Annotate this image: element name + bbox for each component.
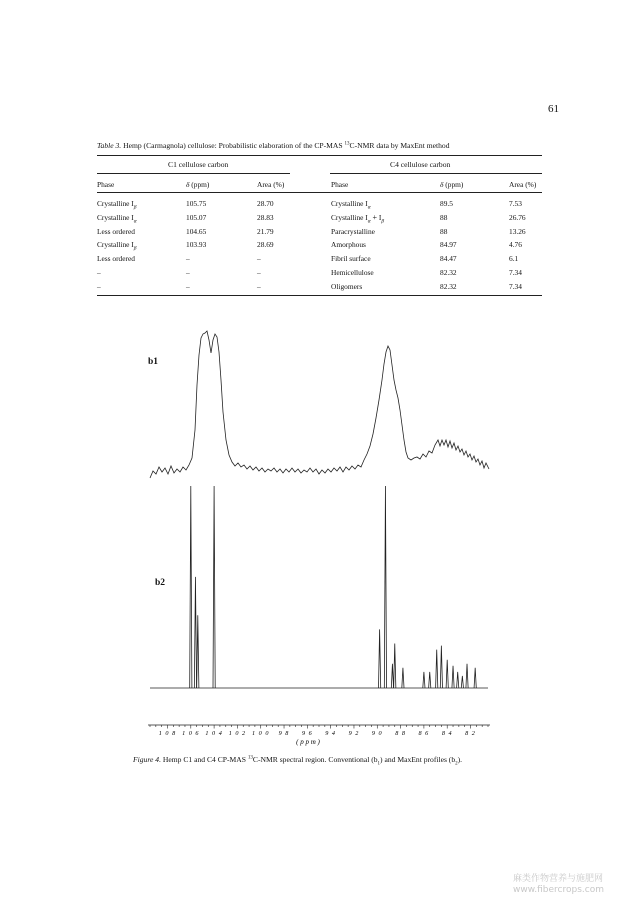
b2-peak	[461, 676, 463, 688]
table-cell-g2-r3-c1: Paracrystalline	[331, 226, 375, 236]
table-cell-g2-r4-c3: 4.76	[509, 240, 522, 250]
figure-caption-sup: 13	[247, 755, 253, 761]
table-cell-g2-r4-c2: 84.97	[440, 240, 457, 250]
table-cell-g2-r1-c1: Crystalline $I_\alpha$	[331, 199, 371, 211]
figure-caption-post: ).	[457, 755, 463, 764]
b2-peak	[194, 577, 196, 688]
table-cell-g2-r2-c2: 88	[440, 212, 448, 222]
table-header-g2-c2: δ (ppm)	[440, 180, 464, 189]
b2-peak	[474, 668, 476, 688]
b2-peak	[446, 660, 448, 688]
b2-peak	[384, 486, 386, 688]
x-axis-tick-label: 9 8	[278, 730, 290, 737]
b2-peak	[440, 646, 442, 688]
table-cell-g2-r3-c2: 88	[440, 226, 448, 236]
b2-peak	[452, 666, 454, 688]
b2-peak	[436, 650, 438, 688]
table-cell-g2-r2-c3: 26.76	[509, 212, 526, 222]
table-cell-g1-r5-c1: Less ordered	[97, 254, 135, 264]
table-cell-g1-r7-c2: –	[186, 281, 190, 291]
table-header-g2-c1: Phase	[331, 180, 349, 189]
table-cell-g2-r5-c1: Fibril surface	[331, 254, 371, 264]
b2-peak	[394, 644, 396, 688]
panel-label-b2: b2	[155, 578, 166, 588]
x-axis-tick-label: 8 4	[441, 730, 453, 737]
table-cell-g1-r1-c1: Crystalline $I_\beta$	[97, 199, 137, 211]
table-cell-g2-r3-c3: 13.26	[509, 226, 526, 236]
table-cell-g2-r1-c3: 7.53	[509, 199, 522, 208]
table-header-g1-c3: Area (%)	[257, 180, 285, 189]
x-axis-tick-label: 1 0 6	[182, 730, 200, 737]
x-axis-tick-label: 9 2	[348, 730, 360, 737]
watermark	[513, 874, 604, 896]
table-cell-g2-r5-c2: 84.47	[440, 254, 457, 264]
watermark-line1: 麻类作物营养与施肥网	[513, 874, 604, 884]
table-cell-g2-r7-c3: 7.34	[509, 281, 522, 291]
table-header-g1-c2: δ (ppm)	[186, 180, 210, 189]
x-axis-tick-label: 1 0 2	[228, 730, 247, 737]
page-number: 61	[548, 103, 559, 115]
b1-spectrum-line	[150, 331, 489, 478]
b2-peak	[429, 672, 431, 688]
table-cell-g1-r6-c3: –	[257, 268, 261, 277]
table-header-g2-c3: Area (%)	[509, 180, 537, 189]
table-cell-g1-r7-c1: –	[97, 281, 101, 291]
figure-caption-pre: Hemp C1 and C4 CP-MAS	[160, 755, 248, 764]
figure-caption-mid: C-NMR spectral region. Conventional (b	[252, 755, 378, 764]
figure-caption-sub1: 1	[377, 761, 381, 767]
x-axis-tick-label: 9 0	[371, 730, 383, 737]
x-axis-tick-label: 1 0 4	[205, 730, 223, 737]
x-axis-tick-label: 8 2	[465, 730, 476, 737]
table-cell-g2-r4-c1: Amorphous	[331, 240, 366, 250]
x-axis-tick-label: 9 6	[301, 730, 313, 737]
table-header-g1-c1: Phase	[97, 180, 115, 189]
table-cell-g2-r7-c1: Oligomers	[331, 281, 363, 291]
x-axis	[148, 725, 490, 737]
table-cell-g1-r1-c3: 28.70	[257, 199, 274, 208]
table-cell-g2-r6-c3: 7.34	[509, 268, 522, 277]
x-axis-tick-label: 8 6	[418, 730, 430, 737]
b2-peak	[197, 615, 199, 688]
table-cell-g1-r2-c3: 28.83	[257, 212, 274, 222]
table-cell-g1-r5-c2: –	[186, 254, 190, 264]
b2-peak	[213, 486, 215, 688]
table-cell-g1-r2-c1: Crystalline $I_\alpha$	[97, 212, 137, 225]
figure-caption-label: Figure 4.	[133, 755, 161, 764]
table-cell-g1-r5-c3: –	[257, 254, 261, 264]
watermark-line2: www.fibercrops.com	[513, 885, 604, 895]
x-axis-unit-label: ( p p m )	[296, 738, 320, 746]
table-cell-g1-r3-c2: 104.65	[186, 226, 207, 236]
b2-peak	[457, 672, 459, 688]
b2-peak	[402, 668, 404, 688]
x-axis-tick-label: 8 8	[395, 730, 406, 737]
table-cell-g1-r6-c1: –	[97, 268, 101, 277]
x-axis-tick-label: 1 0 0	[252, 730, 270, 737]
x-axis-tick-label: 9 4	[325, 730, 337, 737]
table-cell-g1-r3-c3: 21.79	[257, 226, 274, 236]
b2-peak	[466, 664, 468, 688]
b2-peak	[190, 486, 192, 688]
figure-caption-sub2: 2	[455, 761, 458, 767]
table-cell-g2-r5-c3: 6.1	[509, 254, 519, 264]
table-cell-g1-r4-c1: Crystalline $I_\beta$	[97, 240, 137, 252]
table-cell-g1-r4-c2: 103.93	[186, 240, 207, 250]
b2-maxent-profile	[150, 486, 488, 688]
group2-title: C4 cellulose carbon	[390, 160, 451, 169]
table-caption-label: Table 3.	[97, 141, 122, 150]
table-cell-g1-r1-c2: 105.75	[186, 199, 207, 208]
table-cell-g1-r2-c2: 105.07	[186, 212, 207, 222]
table-cell-g1-r7-c3: –	[257, 281, 261, 291]
table-cell-g2-r6-c2: 82.32	[440, 268, 457, 277]
b2-peak	[379, 629, 381, 688]
table-cell-g1-r3-c1: Less ordered	[97, 226, 135, 236]
x-axis-tick-label: 1 0 8	[158, 730, 177, 737]
table-caption-text-post: C-NMR data by MaxEnt method	[349, 141, 450, 150]
table-caption-sup: 13	[344, 141, 350, 147]
table-cell-g2-r2-c1: Crystalline $I_\alpha + I_\beta$	[331, 212, 385, 225]
b2-peak	[423, 672, 425, 688]
group1-title: C1 cellulose carbon	[168, 160, 229, 169]
table-cell-g1-r6-c2: –	[186, 268, 190, 277]
table-cell-g2-r6-c1: Hemicellulose	[331, 268, 374, 277]
table-cell-g2-r1-c2: 89.5	[440, 199, 453, 208]
table-cell-g1-r4-c3: 28.69	[257, 240, 274, 250]
table-cell-g2-r7-c2: 82.32	[440, 281, 457, 291]
panel-label-b1: b1	[148, 357, 159, 367]
figure-caption	[133, 755, 462, 767]
b2-peak	[391, 664, 393, 688]
table-caption-text-pre: Hemp (Carmagnola) cellulose: Probabilistic elaboration of the CP-MAS	[121, 141, 345, 150]
figure-caption-mid2: ) and MaxEnt profiles (b	[380, 755, 456, 764]
